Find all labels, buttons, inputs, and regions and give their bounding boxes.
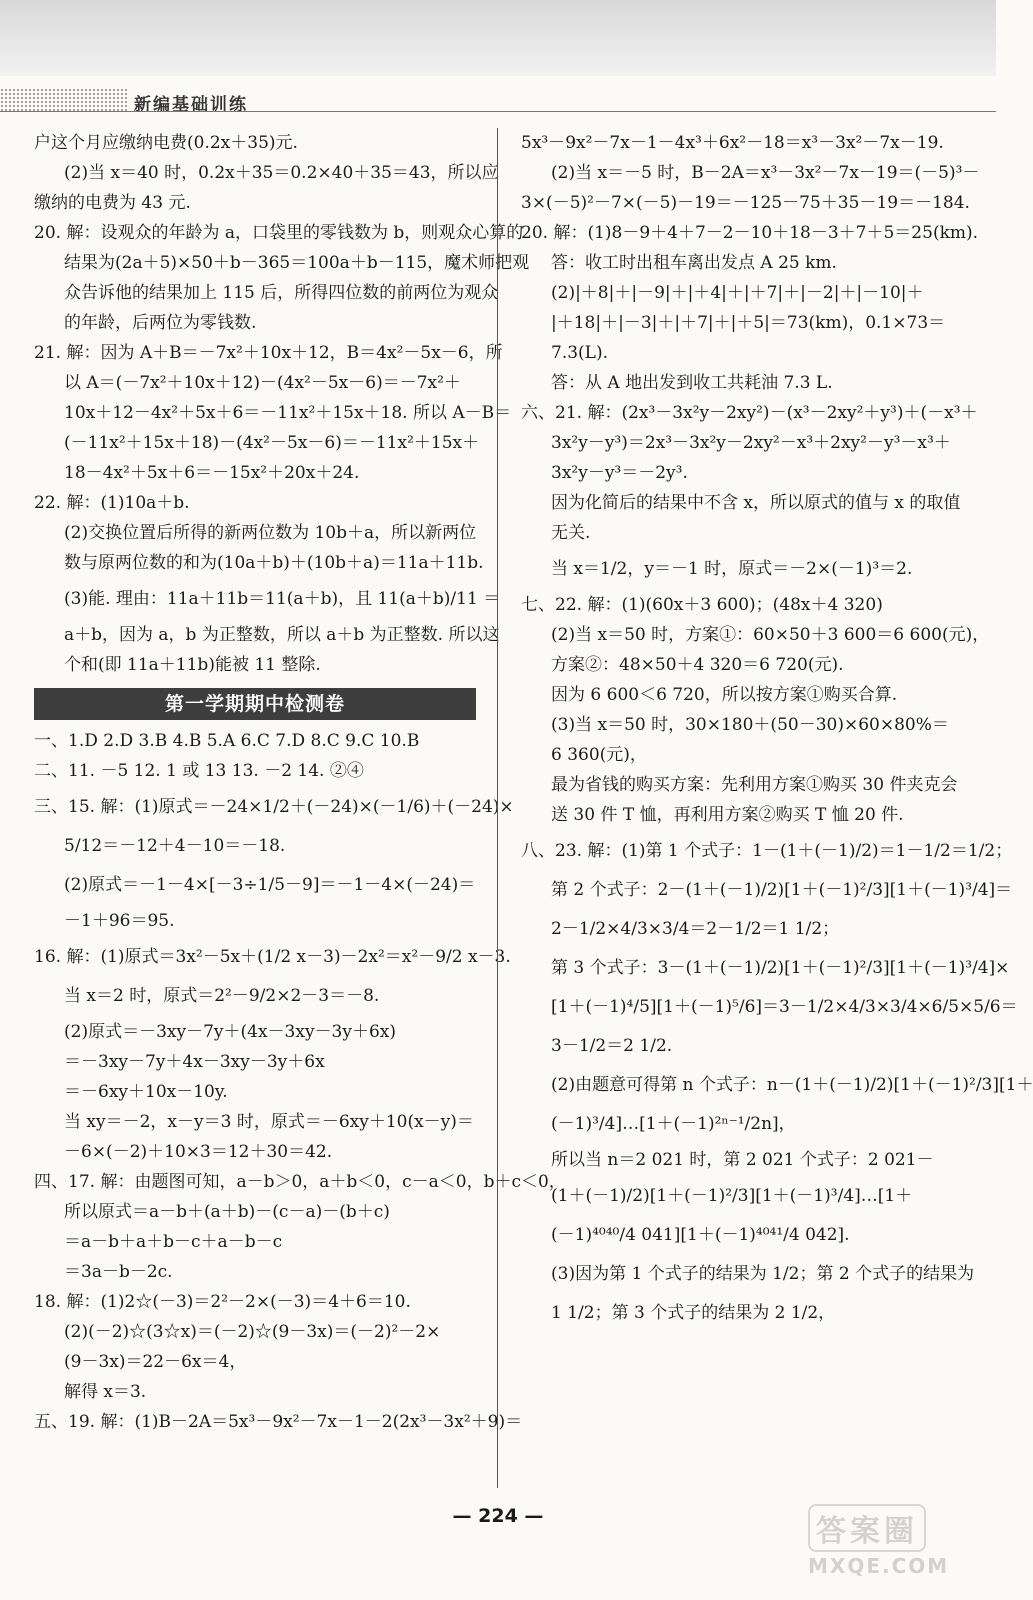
text-line: (2)当 x＝－5 时，B－2A＝x³－3x²－7x－19＝(－5)³－ xyxy=(551,163,980,183)
header-dot-pattern xyxy=(0,88,128,112)
text-line: 八、23. 解：(1)第 1 个式子：1－(1＋(－1)/2)＝1－1/2＝1/2； xyxy=(521,841,1013,861)
text-line: 20. 解：设观众的年龄为 a，口袋里的零钱数为 b，则观众心算的 xyxy=(34,223,524,243)
text-line: (－1)³/4]…[1＋(－1)²ⁿ⁻¹/2n]， xyxy=(551,1114,796,1134)
text-line: 众告诉他的结果加上 115 后，所得四位数的前两位为观众 xyxy=(64,283,499,303)
text-line: 无关. xyxy=(551,523,591,543)
page-number: — 224 — xyxy=(452,1505,544,1527)
text-line: 因为 6 600＜6 720，所以按方案①购买合算. xyxy=(551,685,898,705)
column-divider xyxy=(497,128,498,1488)
text-line: (2)由题意可得第 n 个式子：n－(1＋(－1)/2)[1＋(－1)²/3][1＋ xyxy=(551,1075,1033,1095)
text-line: (2)|＋8|＋|－9|＋|＋4|＋|＋7|＋|－2|＋|－10|＋ xyxy=(551,283,924,303)
text-line: ＝－6xy＋10x－10y. xyxy=(64,1082,228,1102)
text-line: 送 30 件 T 恤，再利用方案②购买 T 恤 20 件. xyxy=(551,805,904,825)
text-line: －6×(－2)＋10×3＝12＋30＝42. xyxy=(64,1142,333,1162)
text-line: 七、22. 解：(1)(60x＋3 600)；(48x＋4 320) xyxy=(521,595,883,615)
text-line: 户这个月应缴纳电费(0.2x＋35)元. xyxy=(34,133,298,153)
text-line: 10x＋12－4x²＋5x＋6＝－11x²＋15x＋18. 所以 A－B＝ xyxy=(64,403,512,423)
text-line: (2)当 x＝40 时，0.2x＋35＝0.2×40＋35＝43，所以应 xyxy=(64,163,499,183)
text-line: 2－1/2×4/3×3/4＝2－1/2＝1 1/2； xyxy=(551,919,840,939)
text-line: (－11x²＋15x＋18)－(4x²－5x－6)＝－11x²＋15x＋ xyxy=(64,433,480,453)
text-line: [1＋(－1)⁴/5][1＋(－1)⁵/6]＝3－1/2×4/3×3/4×6/5×5/6＝ xyxy=(551,997,1018,1017)
right-column xyxy=(521,128,1033,1334)
text-line: 3－1/2＝2 1/2. xyxy=(551,1036,673,1056)
text-line: |＋18|＋|－3|＋|＋7|＋|＋5|＝73(km)，0.1×73＝ xyxy=(551,313,946,333)
text-line: 当 xy＝－2，x－y＝3 时，原式＝－6xy＋10(x－y)＝ xyxy=(64,1112,474,1132)
text-line: 7.3(L). xyxy=(551,343,608,363)
text-line: 所以原式＝a－b＋(a＋b)－(c－a)－(b＋c) xyxy=(64,1202,390,1222)
text-line: 22. 解：(1)10a＋b. xyxy=(34,493,190,513)
text-line: 六、21. 解：(2x³－3x²y－2xy²)－(x³－2xy²＋y³)＋(－x³＋ xyxy=(521,403,978,423)
text-line: 三、15. 解：(1)原式＝－24×1/2＋(－24)×(－1/6)＋(－24)× xyxy=(34,797,514,817)
text-line: 数与原两位数的和为(10a＋b)＋(10b＋a)＝11a＋11b. xyxy=(64,553,484,573)
text-line: (3)因为第 1 个式子的结果为 1/2；第 2 个式子的结果为 xyxy=(551,1264,975,1284)
text-line: (2)原式＝－1－4×[－3÷1/5－9]＝－1－4×(－24)＝ xyxy=(64,875,476,895)
text-line: 1 1/2；第 3 个式子的结果为 2 1/2， xyxy=(551,1303,836,1323)
book-title: 新编基础训练 xyxy=(134,95,248,115)
text-line: 21. 解：因为 A＋B＝－7x²＋10x＋12，B＝4x²－5x－6，所 xyxy=(34,343,503,363)
text-line: 答：从 A 地出发到收工共耗油 7.3 L. xyxy=(551,373,833,393)
text-line: 第 3 个式子：3－(1＋(－1)/2)[1＋(－1)²/3][1＋(－1)³/4]× xyxy=(551,958,1010,978)
text-line: 20. 解：(1)8－9＋4＋7－2－10＋18－3＋7＋5＝25(km). xyxy=(521,223,979,243)
header-rule xyxy=(0,111,996,112)
text-line: 3x²y－y³)＝2x³－3x²y－2xy²－x³＋2xy²－y³－x³＋ xyxy=(551,433,951,453)
text-line: (2)原式＝－3xy－7y＋(4x－3xy－3y＋6x) xyxy=(64,1022,397,1042)
text-line: (2)(－2)☆(3☆x)＝(－2)☆(9－3x)＝(－2)²－2× xyxy=(64,1322,441,1342)
text-line: 5/12＝－12＋4－10＝－18. xyxy=(64,836,286,856)
text-line: 二、11. －5 12. 1 或 13 13. －2 14. ②④ xyxy=(34,761,364,781)
text-line: 16. 解：(1)原式＝3x²－5x＋(1/2 x－3)－2x²＝x²－9/2 x－3. xyxy=(34,947,511,967)
text-line: (3)能. 理由：11a＋11b＝11(a＋b)，且 11(a＋b)/11 ＝ xyxy=(64,589,501,609)
text-line: (3)当 x＝50 时，30×180＋(50－30)×60×80%＝ xyxy=(551,715,949,735)
text-line: 5x³－9x²－7x－1－4x³＋6x²－18＝x³－3x²－7x－19. xyxy=(521,133,944,153)
text-line: 18－4x²＋5x＋6＝－15x²＋20x＋24. xyxy=(64,463,360,483)
watermark-url: MXQE.COM xyxy=(808,1554,950,1578)
text-line: 答：收工时出租车离出发点 A 25 km. xyxy=(551,253,837,273)
text-line: 一、1.D 2.D 3.B 4.B 5.A 6.C 7.D 8.C 9.C 10.B xyxy=(34,731,420,751)
text-line: (2)交换位置后所得的新两位数为 10b＋a，所以新两位 xyxy=(64,523,477,543)
text-line: 结果为(2a＋5)×50＋b－365＝100a＋b－115，魔术师把观 xyxy=(64,253,530,273)
watermark xyxy=(808,1504,968,1578)
text-line: 缴纳的电费为 43 元. xyxy=(34,193,191,213)
header-band xyxy=(0,0,996,76)
text-line: 第 2 个式子：2－(1＋(－1)/2)[1＋(－1)²/3][1＋(－1)³/4]＝ xyxy=(551,880,1013,900)
text-line: 当 x＝1/2，y＝－1 时，原式＝－2×(－1)³＝2. xyxy=(551,559,913,579)
text-line: (－1)⁴⁰⁴⁰/4 041][1＋(－1)⁴⁰⁴¹/4 042]. xyxy=(551,1225,850,1245)
text-line: 最为省钱的购买方案：先利用方案①购买 30 件夹克会 xyxy=(551,775,958,795)
text-line: ＝3a－b－2c. xyxy=(64,1262,173,1282)
text-line: 以 A＝(－7x²＋10x＋12)－(4x²－5x－6)＝－7x²＋ xyxy=(64,373,461,393)
text-line: －1＋96＝95. xyxy=(64,911,175,931)
text-line: a＋b，因为 a，b 为正整数，所以 a＋b 为正整数. 所以这 xyxy=(64,625,500,645)
text-line: (1＋(－1)/2)[1＋(－1)²/3][1＋(－1)³/4]…[1＋ xyxy=(551,1186,913,1206)
text-line: 所以当 n＝2 021 时，第 2 021 个式子：2 021－ xyxy=(551,1150,934,1170)
text-line: 3×(－5)²－7×(－5)－19＝－125－75＋35－19＝－184. xyxy=(521,193,970,213)
text-line: 3x²y－y³＝－2y³. xyxy=(551,463,688,483)
text-line: (9－3x)＝22－6x＝4， xyxy=(64,1352,247,1372)
text-line: 五、19. 解：(1)B－2A＝5x³－9x²－7x－1－2(2x³－3x²＋9)＝ xyxy=(34,1412,523,1432)
text-line: 四、17. 解：由题图可知，a－b＞0，a＋b＜0，c－a＜0，b＋c＜0， xyxy=(34,1172,566,1192)
text-line: 18. 解：(1)2☆(－3)＝2²－2×(－3)＝4＋6＝10. xyxy=(34,1292,411,1312)
text-line: ＝a－b＋a＋b－c＋a－b－c xyxy=(64,1232,283,1252)
section-title: 第一学期期中检测卷 xyxy=(34,688,476,720)
text-line: 6 360(元)， xyxy=(551,745,647,765)
text-line: 当 x＝2 时，原式＝2²－9/2×2－3＝－8. xyxy=(64,986,380,1006)
text-line: 解得 x＝3. xyxy=(64,1382,147,1402)
text-line: ＝－3xy－7y＋4x－3xy－3y＋6x xyxy=(64,1052,325,1072)
text-line: 个和(即 11a＋11b)能被 11 整除. xyxy=(64,655,321,675)
left-column xyxy=(34,128,566,1437)
text-line: 方案②：48×50＋4 320＝6 720(元). xyxy=(551,655,844,675)
watermark-logo: 答案圈 xyxy=(808,1504,926,1552)
text-line: (2)当 x＝50 时，方案①：60×50＋3 600＝6 600(元)， xyxy=(551,625,990,645)
text-line: 因为化简后的结果中不含 x，所以原式的值与 x 的取值 xyxy=(551,493,961,513)
text-line: 的年龄，后两位为零钱数. xyxy=(64,313,257,333)
